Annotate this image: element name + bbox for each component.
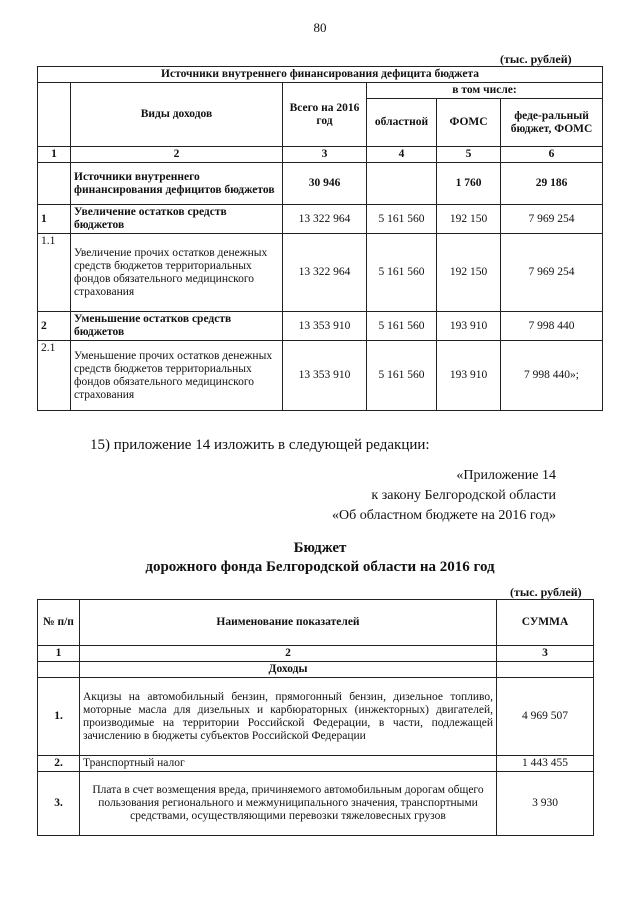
row-regional: 5 161 560 (367, 205, 437, 234)
row-regional: 5 161 560 (367, 341, 437, 411)
header-foms: ФОМС (437, 99, 501, 147)
header-including: в том числе: (367, 83, 603, 99)
row-num: 1.1 (38, 234, 71, 312)
table-row (38, 756, 594, 772)
header-num: № п/п (38, 600, 80, 646)
row-num: 3. (38, 772, 80, 836)
row-federal: 29 186 (501, 163, 603, 205)
col-number: 3 (283, 147, 367, 163)
row-name: Увеличение прочих остатков денежных средств бюджетов территориальных фондов обязательного медицинского страхования (71, 234, 283, 312)
row-name: Акцизы на автомобильный бензин, прямогонный бензин, дизельное топливо, моторные масла для дизельных и карбюраторных (инжекторных) двигателей, производимые на территории Российской Федерации, в части, подлежащей зачислению в бюджеты субъектов Российской Федерации (80, 678, 497, 756)
row-name: Источники внутреннего финансирования дефицитов бюджетов (71, 163, 283, 205)
col-number: 2 (71, 147, 283, 163)
budget-col-numbers (38, 646, 594, 662)
row-sum: 3 930 (497, 772, 594, 836)
table-row (38, 234, 603, 312)
row-num: 2. (38, 756, 80, 772)
row-num: 1 (38, 205, 71, 234)
budget-title: Бюджет (293, 540, 347, 556)
header-name: Наименование показателей (80, 600, 497, 646)
row-federal: 7 969 254 (501, 205, 603, 234)
financing-sources-table (37, 66, 603, 411)
budget-subtitle: дорожного фонда Белгородской области на 2016 год (145, 559, 495, 575)
row-name: Уменьшение прочих остатков денежных средств бюджетов территориальных фондов обязательного медицинского страхования (71, 341, 283, 411)
col-number: 3 (497, 646, 594, 662)
section-blank (38, 662, 80, 678)
table1-col-numbers (38, 147, 603, 163)
header-regional: областной (367, 99, 437, 147)
row-name: Уменьшение остатков средств бюджетов (71, 312, 283, 341)
header-total: Всего на 2016 год (283, 83, 367, 147)
appendix-line-1: «Приложение 14 (456, 468, 556, 483)
col-number: 4 (367, 147, 437, 163)
appendix-line-2: к закону Белгородской области (371, 488, 556, 503)
row-total: 13 353 910 (283, 341, 367, 411)
table-row (38, 312, 603, 341)
row-name: Транспортный налог (80, 756, 497, 772)
table-row (38, 341, 603, 411)
row-federal: 7 969 254 (501, 234, 603, 312)
col-number: 5 (437, 147, 501, 163)
budget-unit: (тыс. рублей) (510, 585, 582, 599)
header-sum: СУММА (497, 600, 594, 646)
table-row (38, 772, 594, 836)
section-title: Доходы (80, 662, 497, 678)
row-sum: 1 443 455 (497, 756, 594, 772)
row-num: 1. (38, 678, 80, 756)
row-regional: 5 161 560 (367, 312, 437, 341)
col-number: 1 (38, 147, 71, 163)
amendment-paragraph: 15) приложение 14 изложить в следующей редакции: (90, 437, 430, 453)
table-row (38, 205, 603, 234)
row-total: 30 946 (283, 163, 367, 205)
header-federal: феде-ральный бюджет, ФОМС (501, 99, 603, 147)
row-regional (367, 163, 437, 205)
table-row (38, 678, 594, 756)
appendix-line-3: «Об областном бюджете на 2016 год» (332, 508, 556, 523)
table1-caption: Источники внутреннего финансирования дефицита бюджета (38, 67, 603, 83)
row-name: Плата в счет возмещения вреда, причиняемого автомобильным дорогам общего пользования регионального и межмуниципального значения, транспортными средствами, осуществляющими перевозки тяжеловесных грузов (80, 772, 497, 836)
row-total: 13 322 964 (283, 205, 367, 234)
col-number: 6 (501, 147, 603, 163)
table1-blank-header (38, 83, 71, 147)
row-federal: 7 998 440»; (501, 341, 603, 411)
table1-unit: (тыс. рублей) (500, 52, 572, 66)
row-num: 2.1 (38, 341, 71, 411)
row-sum: 4 969 507 (497, 678, 594, 756)
row-foms: 1 760 (437, 163, 501, 205)
row-federal: 7 998 440 (501, 312, 603, 341)
page-number: 80 (313, 20, 327, 35)
col-number: 1 (38, 646, 80, 662)
row-num (38, 163, 71, 205)
row-foms: 192 150 (437, 205, 501, 234)
road-fund-budget-table (37, 599, 594, 836)
row-foms: 193 910 (437, 312, 501, 341)
col-number: 2 (80, 646, 497, 662)
row-foms: 193 910 (437, 341, 501, 411)
row-name: Увеличение остатков средств бюджетов (71, 205, 283, 234)
table-row (38, 163, 603, 205)
row-regional: 5 161 560 (367, 234, 437, 312)
row-total: 13 322 964 (283, 234, 367, 312)
row-total: 13 353 910 (283, 312, 367, 341)
section-blank (497, 662, 594, 678)
header-kinds: Виды доходов (71, 83, 283, 147)
row-foms: 192 150 (437, 234, 501, 312)
row-num: 2 (38, 312, 71, 341)
